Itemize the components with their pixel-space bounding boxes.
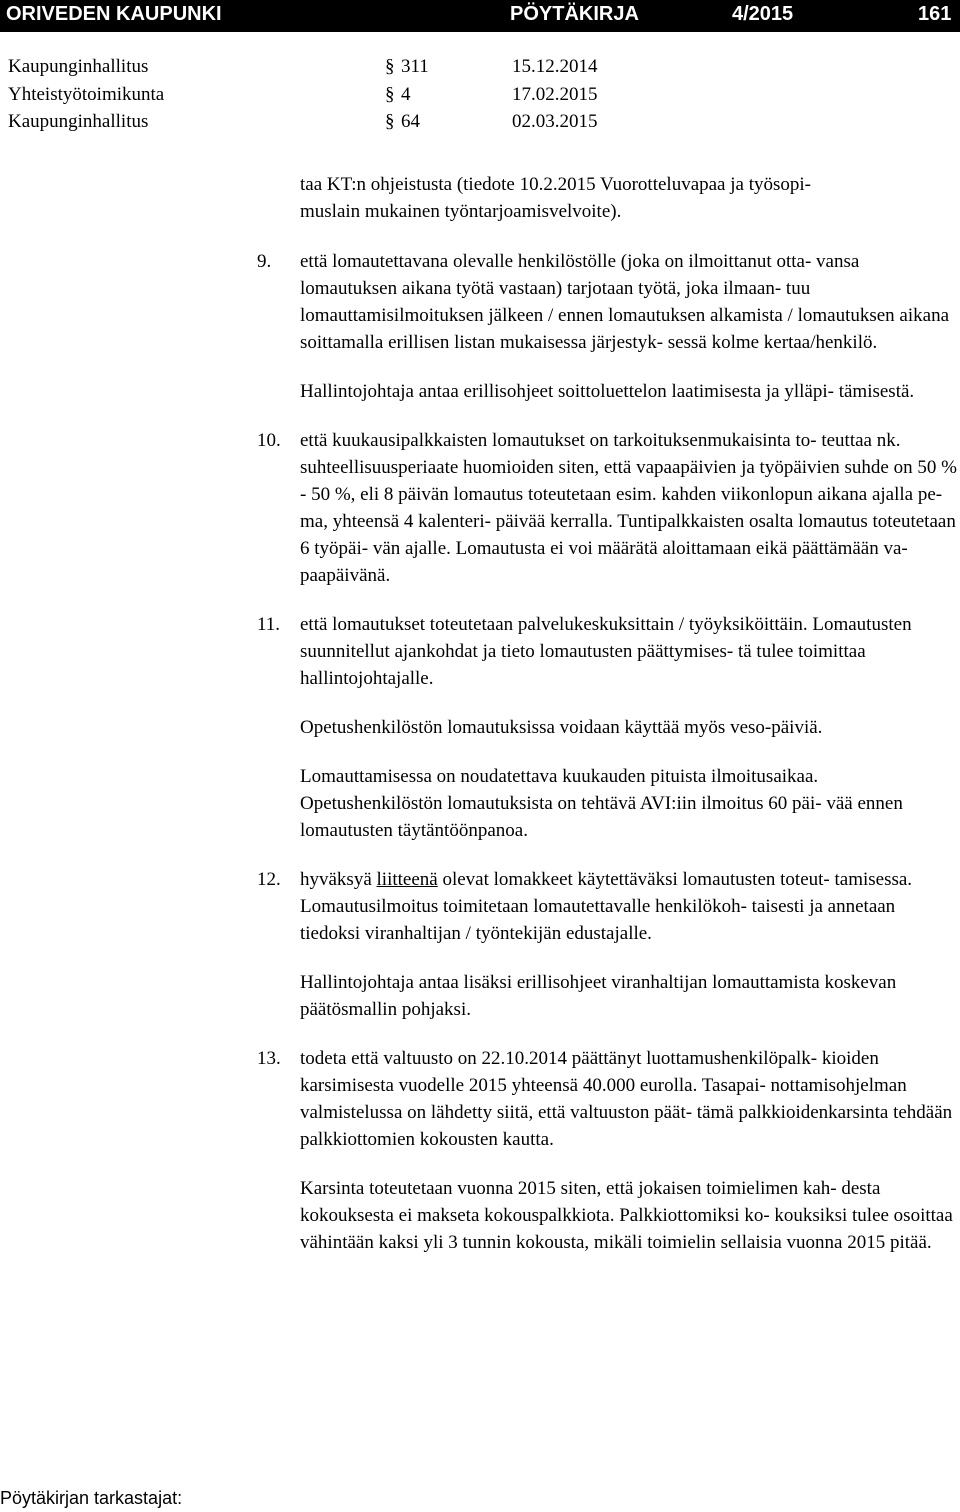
meeting-number: 4 bbox=[401, 83, 411, 105]
meeting-date: 15.12.2014 bbox=[512, 56, 598, 77]
meeting-row bbox=[8, 111, 708, 139]
meeting-body: Kaupunginhallitus bbox=[8, 56, 149, 77]
item-paragraph: Karsinta toteutetaan vuonna 2015 siten, että jokaisen toimielimen kah- desta kokouksesta ei makseta kokouspalkkiota. Palkkiottomiksi ko- kouksiksi tulee osoittaa vähintään kaksi yli 3 tunnin kokousta, mikäli toimielin sellaisia vuonna 2015 pitää. bbox=[300, 1178, 953, 1253]
meeting-row bbox=[8, 84, 708, 112]
attachment-link[interactable]: liitteenä bbox=[376, 869, 438, 890]
list-item bbox=[257, 248, 958, 405]
meeting-list bbox=[8, 56, 708, 139]
item-paragraph: Opetushenkilöstön lomautuksissa voidaan käyttää myös veso-päiviä. bbox=[300, 717, 823, 738]
item-number: 13. bbox=[257, 1048, 281, 1069]
list-item bbox=[257, 427, 958, 589]
issue-number: 4/2015 bbox=[732, 3, 794, 25]
section-sign: § bbox=[385, 83, 395, 105]
meeting-body: Yhteistyötoimikunta bbox=[8, 83, 165, 105]
organization-name: ORIVEDEN KAUPUNKI bbox=[6, 3, 222, 25]
item-paragraph bbox=[300, 866, 958, 947]
meeting-date: 02.03.2015 bbox=[512, 111, 598, 132]
list-item bbox=[257, 1045, 958, 1256]
meeting-row bbox=[8, 56, 708, 84]
item-paragraph: Hallintojohtaja antaa lisäksi erillisohjeet viranhaltijan lomauttamista koskevan päätösmallin pohjaksi. bbox=[300, 972, 897, 1020]
list-item bbox=[257, 866, 958, 1023]
item-paragraph: Lomauttamisessa on noudatettava kuukauden pituista ilmoitusaikaa. Opetushenkilöstön lomautuksista on tehtävä AVI:iin ilmoitus 60 päi- vää ennen lomautusten täytäntöönpanoa. bbox=[300, 766, 903, 841]
section-sign: § bbox=[385, 56, 395, 77]
item-paragraph: että lomautukset toteutetaan palvelukeskuksittain / työyksiköittäin. Lomautusten suunnitellut ajankohdat ja tieto lomautusten päättymises- tä tulee toimittaa hallintojohtajalle. bbox=[300, 614, 912, 689]
intro-line: muslain mukainen työntarjoamisvelvoite). bbox=[300, 201, 622, 222]
item-number: 11. bbox=[257, 614, 281, 635]
meeting-number: 64 bbox=[401, 111, 420, 132]
paragraph-text: olevat lomakkeet käytettäväksi lomautusten toteut- tamisessa. Lomautusilmoitus toimitetaan lomautettavalle henkilökoh- taisesti ja annetaan tiedoksi viranhaltijan / työntekijän edustajalle. bbox=[300, 869, 913, 944]
item-number: 9. bbox=[257, 251, 272, 272]
meeting-body: Kaupunginhallitus bbox=[8, 111, 149, 132]
item-paragraph: että lomautettavana olevalle henkilöstölle (joka on ilmoittanut otta- vansa lomautuksen aikana työtä vastaan) tarjotaan työtä, joka ilmaan- tuu lomauttamisilmoituksen jälkeen / ennen lomautuksen alkamista / lomautuksen aikana soittamalla erillisen listan mukaisessa järjestyk- sessä kolme kertaa/henkilö. bbox=[300, 251, 950, 353]
inspectors-label: Pöytäkirjan tarkastajat: bbox=[0, 1488, 183, 1508]
document-header bbox=[0, 0, 960, 32]
item-paragraph: Hallintojohtaja antaa erillisohjeet soittoluettelon laatimisesta ja ylläpi- tämisestä. bbox=[300, 381, 915, 402]
meeting-date: 17.02.2015 bbox=[512, 83, 598, 105]
paragraph-text: hyväksyä bbox=[300, 869, 377, 890]
page-number: 161 bbox=[918, 3, 952, 25]
list-item bbox=[257, 611, 958, 844]
document-type: PÖYTÄKIRJA bbox=[510, 3, 639, 25]
item-number: 10. bbox=[257, 430, 281, 451]
meeting-number: 311 bbox=[401, 56, 429, 77]
document-body bbox=[257, 171, 958, 1256]
item-paragraph: että kuukausipalkkaisten lomautukset on tarkoituksenmukaisinta to- teuttaa nk. suhteellisuusperiaate huomioiden siten, että vapaapäivien ja työpäivien suhde on 50 % - 50 %, eli 8 päivän lomautus toteutetaan esim. kahden viikonlopun aikana ajalla pe-ma, yhteensä 4 kalenteri- päivää kerralla. Tuntipalkkaisten osalta lomautus toteutetaan 6 työpäi- vän ajalle. Lomautusta ei voi määrätä aloittamaan eikä päättämään va- paapäivänä. bbox=[300, 430, 957, 586]
intro-line: taa KT:n ohjeistusta (tiedote 10.2.2015 Vuorotteluvapaa ja työsopi- bbox=[300, 174, 811, 195]
section-sign: § bbox=[385, 111, 395, 132]
item-number: 12. bbox=[257, 869, 281, 890]
item-paragraph: todeta että valtuusto on 22.10.2014 päättänyt luottamushenkilöpalk- kioiden karsimisesta vuodelle 2015 yhteensä 40.000 eurolla. Tasapai- nottamisohjelman valmistelussa on lähdetty siitä, että valtuuston päät- tämä palkkioidenkarsinta tehdään palkkiottomien kokousten kautta. bbox=[300, 1048, 953, 1150]
